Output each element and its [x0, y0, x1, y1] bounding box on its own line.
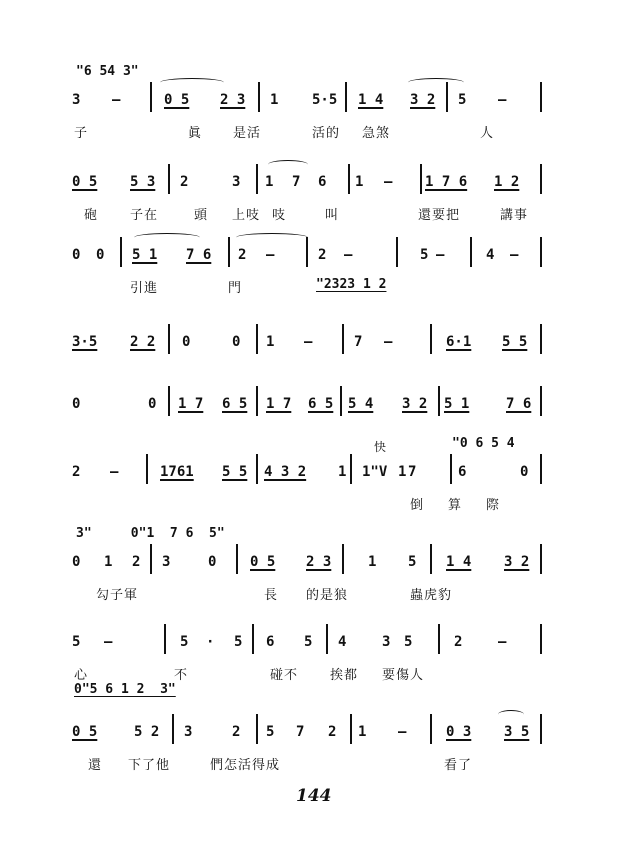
note-token: 1761 [160, 464, 194, 480]
note-token: 4 [486, 247, 495, 263]
note-token: 4 3 2 [264, 464, 307, 480]
bar-line [540, 454, 542, 484]
note-token: 6 5 [222, 396, 248, 412]
note-token: 5 [408, 554, 417, 570]
note-token: 3 5 [504, 724, 530, 740]
bar-line [256, 454, 258, 484]
lyric-text: 算 [448, 498, 463, 513]
bar-line [340, 386, 342, 416]
bar-line [540, 324, 542, 354]
bar-line [236, 544, 238, 574]
note-token: 1 [270, 92, 279, 108]
bar-line [438, 386, 440, 416]
note-token: — [384, 174, 393, 190]
note-token: 3 2 [402, 396, 428, 412]
note-token: 0 [182, 334, 191, 350]
lyric-text: 子在 [130, 208, 159, 223]
bar-line [150, 544, 152, 574]
bar-line [540, 82, 542, 112]
note-token: 3 [162, 554, 171, 570]
note-token: 6 [458, 464, 467, 480]
note-token: 2 2 [130, 334, 156, 350]
note-token: 6 [318, 174, 327, 190]
bar-line [168, 324, 170, 354]
note-token: 1 7 [178, 396, 204, 412]
lyric-text: 勾子軍 [96, 588, 139, 603]
note-token: 2 3 [220, 92, 246, 108]
note-token: 0 [208, 554, 217, 570]
note-token: 1 4 [358, 92, 384, 108]
note-token: 5·5 [312, 92, 338, 108]
bar-line [540, 386, 542, 416]
note-token: — [104, 634, 113, 650]
lyric-text: 急煞 [362, 126, 391, 141]
bar-line [430, 544, 432, 574]
note-token: — [398, 724, 407, 740]
lyric-text: 砲 [84, 208, 99, 223]
bar-line [420, 164, 422, 194]
note-token: 1 [266, 334, 275, 350]
note-token: 6 5 [308, 396, 334, 412]
note-token: 5 [304, 634, 313, 650]
note-token: 1 4 [446, 554, 472, 570]
note-token: 1 [104, 554, 113, 570]
note-token: 5 [72, 634, 81, 650]
slur-mark [236, 233, 308, 242]
lyric-text: 門 [228, 281, 243, 296]
note-token: — [112, 92, 121, 108]
bar-line [540, 624, 542, 654]
bar-line [350, 714, 352, 744]
bar-line [146, 454, 148, 484]
lyric-text: 人 [480, 126, 495, 141]
slur-mark [498, 710, 524, 719]
note-token: 3·5 [72, 334, 98, 350]
bar-line [430, 324, 432, 354]
note-token: 5 2 [134, 724, 160, 740]
note-token: 0 [96, 247, 105, 263]
lyric-text: 講事 [500, 208, 529, 223]
lyric-text: 的是狼 [306, 588, 349, 603]
note-token: — [436, 247, 445, 263]
lyric-text: 蟲虎豹 [410, 588, 453, 603]
note-token: 1 [338, 464, 347, 480]
lyric-text: 看了 [444, 758, 473, 773]
note-token: 0 5 [164, 92, 190, 108]
note-token: 3 [72, 92, 81, 108]
note-token: 5 5 [222, 464, 248, 480]
bar-line [348, 164, 350, 194]
lyric-text: 下了他 [128, 758, 171, 773]
bar-line [345, 82, 347, 112]
note-token: 2 [132, 554, 141, 570]
bar-line [430, 714, 432, 744]
note-token: — [110, 464, 119, 480]
note-token: 1 7 [266, 396, 292, 412]
note-token: 0 [72, 554, 81, 570]
note-token: 1 [398, 464, 407, 480]
bar-line [256, 386, 258, 416]
bar-line [540, 164, 542, 194]
bar-line [396, 237, 398, 267]
note-token: 7 [354, 334, 363, 350]
bar-line [540, 544, 542, 574]
note-token: — [266, 247, 275, 263]
lyric-text: 叫 [325, 208, 340, 223]
note-token: 7 [292, 174, 301, 190]
note-token: — [498, 92, 507, 108]
note-token: 1 [358, 724, 367, 740]
note-token: 0 [520, 464, 529, 480]
lyric-text: 要傷人 [382, 668, 425, 683]
note-token: 2 [238, 247, 247, 263]
bar-line [228, 237, 230, 267]
note-token: 2 [72, 464, 81, 480]
note-token: 1 [355, 174, 364, 190]
note-token: — [498, 634, 507, 650]
bar-line [252, 624, 254, 654]
page-number: 144 [296, 786, 332, 806]
note-token: — [510, 247, 519, 263]
score-annotation-above: "0 6 5 4 [452, 436, 515, 451]
note-token: 1 2 [494, 174, 520, 190]
note-token: 5 [420, 247, 429, 263]
note-token: 1"V [362, 464, 388, 480]
note-token: 2 [328, 724, 337, 740]
note-token: 3 [382, 634, 391, 650]
bar-line [258, 82, 260, 112]
note-token: 0 3 [446, 724, 472, 740]
note-token: 5 [404, 634, 413, 650]
bar-line [256, 714, 258, 744]
note-token: — [384, 334, 393, 350]
score-annotation-above: "6 54 3" [76, 64, 139, 79]
lyric-text: 倒 [410, 498, 425, 513]
note-token: 1 [265, 174, 274, 190]
note-token: 0 5 [250, 554, 276, 570]
note-token: 3 2 [504, 554, 530, 570]
bar-line [172, 714, 174, 744]
bar-line [326, 624, 328, 654]
note-token: 2 [318, 247, 327, 263]
note-token: 7 6 [506, 396, 532, 412]
slur-mark [134, 233, 200, 242]
note-token: 3 [232, 174, 241, 190]
bar-line [168, 386, 170, 416]
note-token: 5 5 [502, 334, 528, 350]
note-token: · [206, 634, 215, 650]
note-token: 2 [232, 724, 241, 740]
note-token: 0 [72, 396, 81, 412]
score-annotation-above: 3" 0"1 7 6 5" [76, 526, 225, 541]
lyric-text: 是活 [233, 126, 262, 141]
slur-mark [160, 78, 224, 87]
note-token: 5 [458, 92, 467, 108]
lyric-text: 上吱 [232, 208, 261, 223]
lyric-text: 們怎活得成 [210, 758, 281, 773]
note-token: — [304, 334, 313, 350]
lyric-text: 碰不 [270, 668, 299, 683]
lyric-text: 際 [486, 498, 501, 513]
bar-line [256, 324, 258, 354]
lyric-text: 挨都 [330, 668, 359, 683]
lyric-text: 引進 [130, 281, 159, 296]
note-token: 7 6 [186, 247, 212, 263]
note-token: 0 5 [72, 724, 98, 740]
bar-line [438, 624, 440, 654]
bar-line [342, 324, 344, 354]
note-token: 2 [180, 174, 189, 190]
score-annotation-below: "2323 1 2 [316, 277, 387, 292]
lyric-text: 還要把 [418, 208, 461, 223]
lyric-text: 眞 [188, 126, 203, 141]
note-token: 2 3 [306, 554, 332, 570]
note-token: 0 [232, 334, 241, 350]
note-token: 0 [72, 247, 81, 263]
lyric-text: 不 [174, 668, 189, 683]
note-token: 2 [454, 634, 463, 650]
tempo-marking: 快 [374, 440, 387, 454]
note-token: 4 [338, 634, 347, 650]
bar-line [540, 237, 542, 267]
bar-line [164, 624, 166, 654]
bar-line [470, 237, 472, 267]
note-token: 5 4 [348, 396, 374, 412]
note-token: 3 [184, 724, 193, 740]
note-token: 6 [266, 634, 275, 650]
score-annotation-below: 0"5 6 1 2 3" [74, 682, 176, 697]
lyric-text: 還 [88, 758, 103, 773]
note-token: — [344, 247, 353, 263]
lyric-text: 心 [74, 668, 89, 683]
note-token: 7 [408, 464, 417, 480]
bar-line [540, 714, 542, 744]
lyric-text: 活的 [312, 126, 341, 141]
note-token: 5 [180, 634, 189, 650]
bar-line [350, 454, 352, 484]
bar-line [150, 82, 152, 112]
bar-line [450, 454, 452, 484]
note-token: 0 5 [72, 174, 98, 190]
note-token: 7 [296, 724, 305, 740]
note-token: 3 2 [410, 92, 436, 108]
note-token: 5 1 [132, 247, 158, 263]
lyric-text: 頭 [194, 208, 209, 223]
slur-mark [268, 160, 308, 169]
note-token: 1 7 6 [425, 174, 468, 190]
bar-line [342, 544, 344, 574]
bar-line [168, 164, 170, 194]
note-token: 0 [148, 396, 157, 412]
lyric-text: 長 [264, 588, 279, 603]
lyric-text: 吱 [272, 208, 287, 223]
bar-line [256, 164, 258, 194]
note-token: 5 [234, 634, 243, 650]
note-token: 1 [368, 554, 377, 570]
slur-mark [408, 78, 464, 87]
lyric-text: 子 [74, 126, 89, 141]
bar-line [120, 237, 122, 267]
note-token: 5 1 [444, 396, 470, 412]
note-token: 5 3 [130, 174, 156, 190]
note-token: 5 [266, 724, 275, 740]
note-token: 6·1 [446, 334, 472, 350]
